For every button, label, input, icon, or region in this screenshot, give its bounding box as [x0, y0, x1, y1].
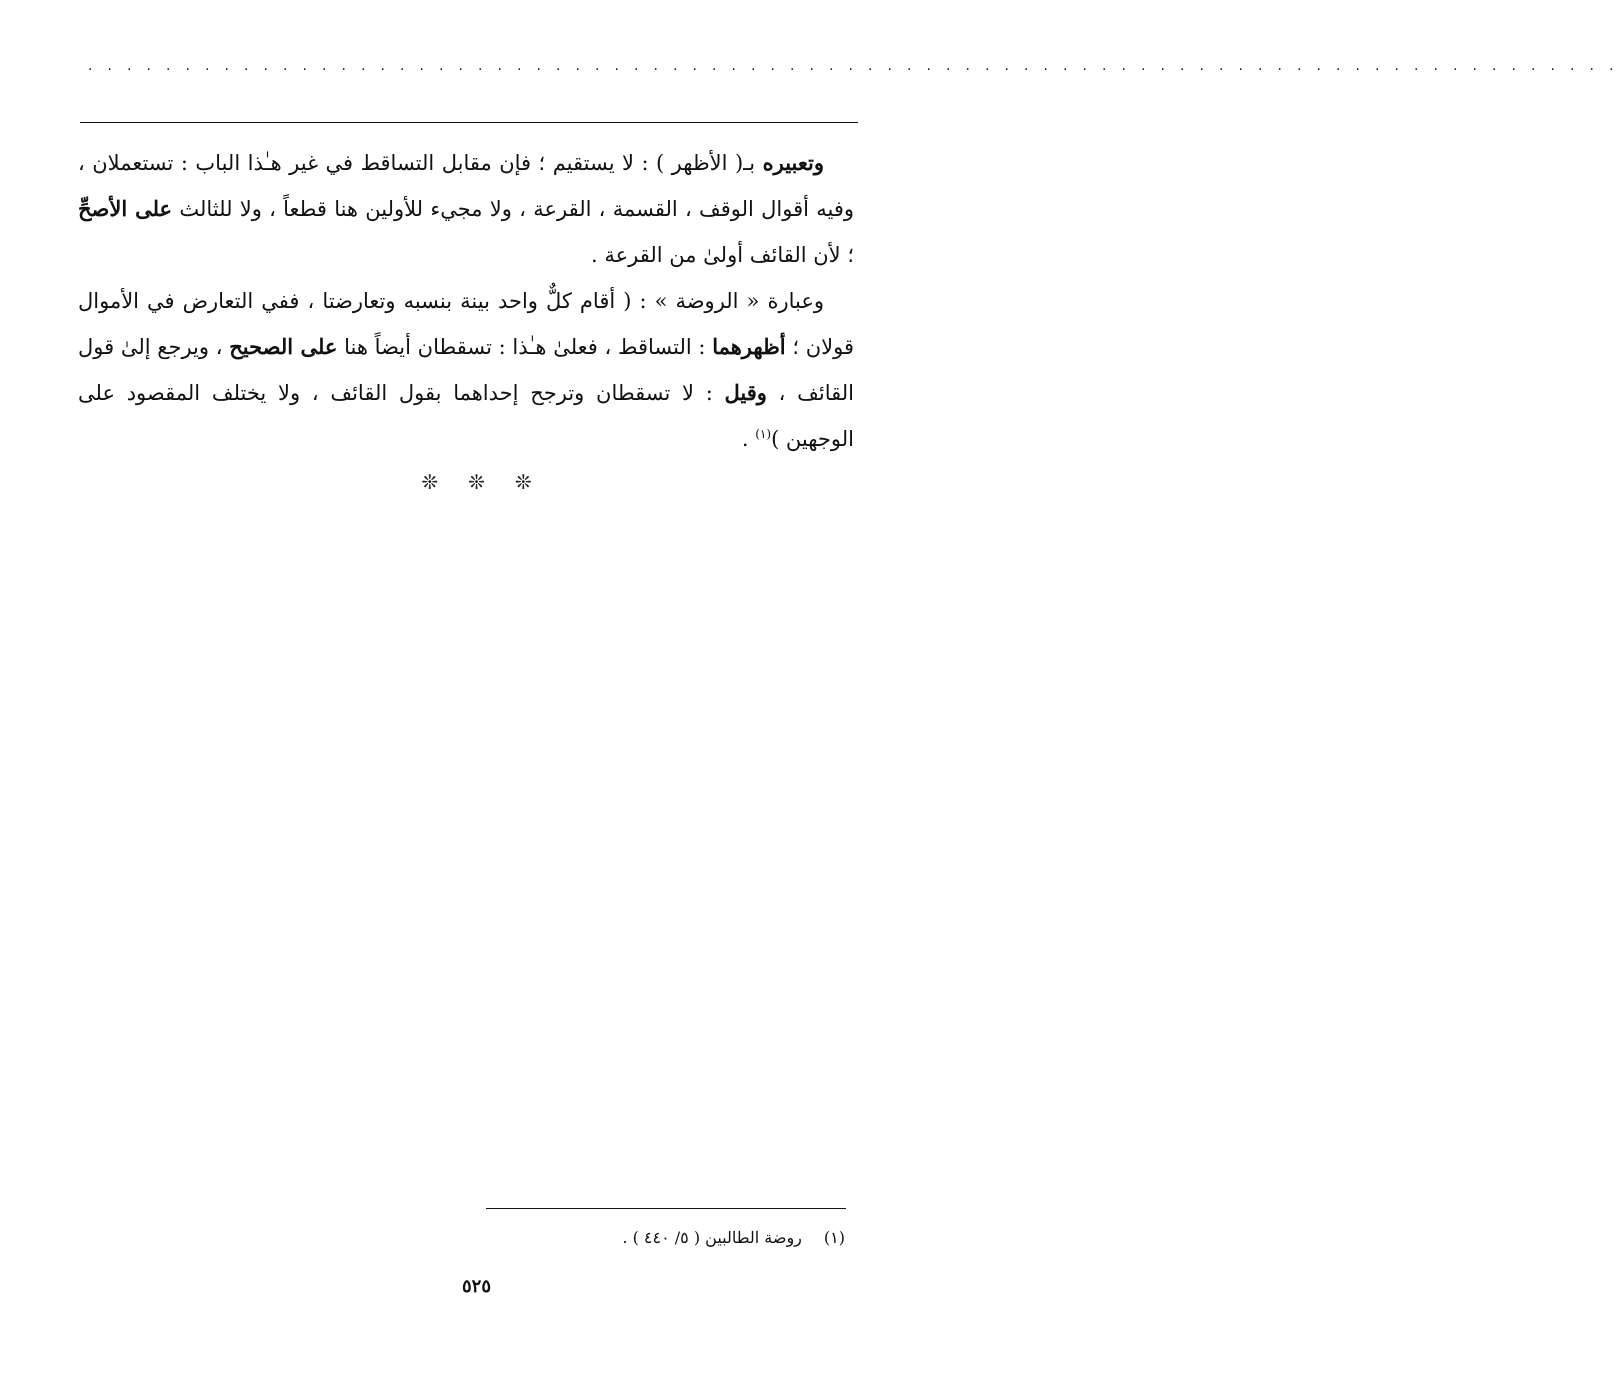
paragraph-2	[78, 278, 854, 462]
section-separator-stars: ❊❊❊	[421, 470, 562, 494]
footnote-text: روضة الطالبين ( ٥/ ٤٤٠ ) .	[622, 1228, 802, 1247]
footnote	[622, 1224, 845, 1252]
main-text	[78, 140, 854, 462]
para2-text-4: : لا تسقطان وترجح إحداهما بقول القائف ، ولا يختلف المقصود على الوجهين )	[78, 381, 854, 451]
header-rule	[80, 122, 858, 123]
para1-bold-1: على الأصحِّ	[78, 196, 173, 221]
para1-lead-bold: وتعبيره	[762, 150, 824, 175]
para2-text-1: وعبارة « الروضة » : ( أقام كلٌّ واحد بينة بنسبه وتعارضتا ، ففي التعارض في الأموال قولان ؛	[78, 289, 854, 359]
para2-bold-2: على الصحيح	[229, 334, 338, 359]
para1-text-2: ؛ لأن القائف أولىٰ من القرعة .	[591, 243, 854, 267]
footnote-rule	[486, 1208, 846, 1209]
paragraph-1	[78, 140, 854, 278]
para2-text-5: .	[741, 427, 756, 451]
para2-bold-1: أظهرهما	[712, 334, 786, 359]
footnote-reference[interactable]: (١)	[755, 427, 772, 441]
para2-text-2: : التساقط ، فعلىٰ هـٰذا : تسقطان أيضاً هنا	[337, 335, 713, 359]
page-number: ٥٢٥	[461, 1276, 491, 1297]
para1-text-1: بـ( الأظهر ) : لا يستقيم ؛ فإن مقابل التساقط في غير هـٰذا الباب : تستعملان ، وفيه أقوال الوقف ، القسمة ، القرعة ، ولا مجيء للأولين هنا قطعاً ، ولا للثالث	[78, 151, 854, 221]
footnote-number: (١)	[823, 1228, 845, 1247]
para2-text-3: ، ويرجع إلىٰ قول القائف ،	[78, 335, 854, 405]
header-dotted-line: . . . . . . . . . . . . . . . . . . . . . . . . . . . . . . . . . . . . . . . . . . . . . . . . . . . . . . . . . . . . . . . . . . . . . . . . . . . . . . .	[88, 58, 1619, 74]
para2-bold-3: وقيل	[724, 380, 767, 405]
